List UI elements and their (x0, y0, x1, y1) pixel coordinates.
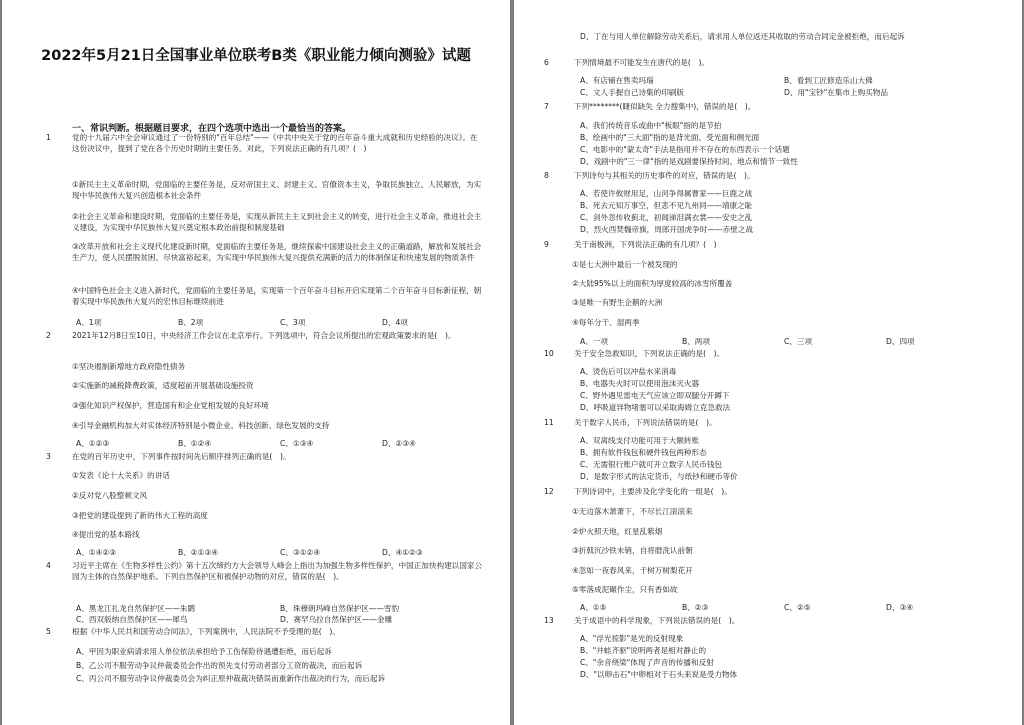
option-d[interactable]: D、丁在与用人单位解除劳动关系后，请求用人单位返还其收取的劳动合同定金被拒绝，而后起诉 (580, 32, 905, 41)
answer-options (76, 439, 496, 450)
option-a[interactable]: A、①⑤ (580, 603, 607, 612)
question-number: 12 (544, 487, 554, 496)
option-b[interactable]: B、②③ (682, 603, 709, 612)
question-text: 2021年12月8日至10日，中央经济工作会议在北京举行。下列选项中，符合会议所提出的宏观政策要求的是( )。 (72, 331, 456, 340)
statement-item: ②炉火照天地，红星乱紫烟 (572, 527, 663, 536)
answer-options (76, 604, 496, 615)
option-a[interactable]: A、黑龙江扎龙自然保护区——朱鹮 (76, 604, 196, 613)
option-b[interactable]: B、看到工匠修造乐山大佛 (784, 76, 873, 85)
option-d[interactable]: D、②③④ (382, 439, 416, 448)
question-number: 11 (544, 418, 554, 427)
statement-item: ③折戟沉沙铁未销，自将磨洗认前朝 (572, 546, 693, 555)
question-number: 6 (544, 58, 549, 67)
question-number: 5 (46, 627, 51, 636)
question-number: 13 (544, 616, 554, 625)
question-text: 下列诗句与其相关的历史事件的对应，错误的是( )。 (574, 171, 755, 180)
question-number: 1 (46, 133, 51, 142)
option-c[interactable]: C、西双版纳自然保护区——犀鸟 (76, 615, 188, 624)
statement-item: ③是唯一有野生企鹅的大洲 (572, 298, 663, 307)
question-text: 下列诗词中，主要涉及化学变化的一组是( )。 (574, 487, 732, 496)
answer-options (580, 603, 1000, 614)
option-a[interactable]: A、烫伤后可以冲盐水来消毒 (580, 367, 677, 376)
statement-item: ②反对党八股整顿文风 (72, 491, 148, 500)
question-text: 关于数字人民币，下列说法错误的是( )。 (574, 418, 717, 427)
option-a[interactable]: A、甲因为职业病请求用人单位依法承担给予工伤保险待遇遭拒绝，而后起诉 (76, 647, 332, 656)
option-d[interactable]: D、④①②③ (382, 548, 423, 557)
option-c[interactable]: C、电影中的"蒙太奇"手法是指用并不存在的东西表示一个话题 (580, 145, 790, 154)
question-text: 下列情境最不可能发生在唐代的是( )。 (574, 58, 710, 67)
option-c[interactable]: C、三项 (784, 337, 813, 346)
answer-options (76, 318, 496, 329)
option-b[interactable]: B、绘画中的"三大面"指的是背光面、受光面和侧光面 (580, 133, 760, 142)
question-number: 10 (544, 349, 554, 358)
statement-item: ②实施新的减税降费政策，适度超前开展基础设施投资 (72, 381, 254, 390)
question-text: 根据《中华人民共和国劳动合同法》，下列案例中，人民法院不予受理的是( )。 (72, 627, 340, 636)
question-number: 3 (46, 452, 51, 461)
option-a[interactable]: A、有店铺在售卖玛瑙 (580, 76, 654, 85)
statement-item: ⑤零落成泥碾作尘，只有香如故 (572, 585, 678, 594)
option-d[interactable]: D、戏剧中的"三一律"指的是戏剧要保持时间、地点和情节一致性 (580, 157, 798, 166)
option-c[interactable]: C、①③④ (280, 439, 314, 448)
question-number: 9 (544, 240, 549, 249)
option-d[interactable]: D、是数字形式的法定货币，与纸钞和硬币等价 (580, 472, 738, 481)
option-d[interactable]: D、烈火西焚魏帝旗，周郎开国虎争时——赤壁之战 (580, 225, 753, 234)
option-c[interactable]: C、3项 (280, 318, 306, 327)
question-text: 下列********(睫似缺失 全力搜集中)，错误的是( )。 (574, 102, 756, 111)
document-page-left (2, 0, 510, 725)
option-c[interactable]: C、无需银行账户就可开立数字人民币钱包 (580, 460, 722, 469)
statement-item: ②大陆95%以上的面积为厚度较高的冰雪所覆盖 (572, 279, 733, 288)
option-d[interactable]: D、4项 (382, 318, 408, 327)
option-c[interactable]: C、③①②④ (280, 548, 321, 557)
question-number: 8 (544, 171, 549, 180)
answer-options (580, 88, 1000, 99)
answer-options (580, 76, 1000, 87)
question-text: 习近平主席在《生物多样性公约》第十五次缔约方大会领导人峰会上指出为加强生物多样性保护，中国正加快构建以国家公园为主体的自然保护地系。下列自然保护区和被保护动物的对应，错误的是( )。 (72, 561, 483, 581)
answer-options (580, 337, 1000, 348)
option-c[interactable]: C、文人手握自己诗集的印刷版 (580, 88, 685, 97)
option-d[interactable]: D、呼吸道异物堵塞可以采取海姆立克急救法 (580, 403, 731, 412)
statement-item: ④中国特色社会主义进入新时代，党面临的主要任务是，实现第一个百年奋斗目标开启实现第二个百年奋斗目标新征程，朝着实现中华民族伟大复兴的宏伟目标继续前进 (72, 286, 482, 306)
statement-item: ④忽如一夜春风来，千树万树梨花开 (572, 566, 693, 575)
option-a[interactable]: A、①②③ (76, 439, 110, 448)
document-page-right (514, 0, 1022, 725)
statement-item: ④提出党的基本路线 (72, 530, 140, 539)
option-a[interactable]: A、"浮光掠影"是光的反射现象 (580, 634, 684, 643)
option-b[interactable]: B、两项 (682, 337, 710, 346)
question-text: 关于成语中的科学现象，下列说法错误的是( )。 (574, 616, 740, 625)
option-d[interactable]: D、赛罕乌拉自然保护区——金雕 (280, 615, 393, 624)
statement-item: ③强化知识产权保护，营造国有和企业党相发展的良好环境 (72, 401, 269, 410)
statement-item: ①是七大洲中最后一个被发现的 (572, 260, 678, 269)
question-text: 关于安全急救知识，下列说法正确的是( )。 (574, 349, 725, 358)
option-a[interactable]: A、一项 (580, 337, 608, 346)
option-b[interactable]: B、"井蛙齐驱"说明两者是相对静止的 (580, 646, 707, 655)
statement-item: ①无边落木萧萧下，不尽长江滚滚来 (572, 507, 693, 516)
option-a[interactable]: A、若使许攸财用足，山河争得属曹家——巨鹿之战 (580, 189, 753, 198)
option-a[interactable]: A、我们传统音乐或曲中"板眼"指的是节拍 (580, 121, 722, 130)
option-b[interactable]: B、拥有软件钱包和硬件钱包两种形态 (580, 448, 707, 457)
option-b[interactable]: B、死去元知万事空，但悲不见九州同——靖康之耻 (580, 201, 753, 210)
option-c[interactable]: C、"余音绕梁"体现了声音的传播和反射 (580, 658, 714, 667)
option-c[interactable]: C、丙公司不服劳动争议仲裁委员会为纠正原仲裁裁决错误而重新作出裁决的行为，而后起诉 (76, 674, 386, 683)
question-number: 4 (46, 561, 51, 570)
option-a[interactable]: A、1项 (76, 318, 102, 327)
page-title: 2022年5月21日全国事业单位联考B类《职业能力倾向测验》试题 (41, 48, 471, 64)
statement-item: ①坚决遏制新增地方政府隐性债务 (72, 362, 186, 371)
option-c[interactable]: C、剑外忽传收蓟北，初闻涕泪满衣裳——安史之乱 (580, 213, 753, 222)
option-a[interactable]: A、双离线支付功能可用于大额转账 (580, 436, 700, 445)
option-b[interactable]: B、①②④ (178, 439, 212, 448)
option-c[interactable]: C、②⑤ (784, 603, 811, 612)
option-a[interactable]: A、①④②③ (76, 548, 117, 557)
question-text: 党的十九届六中全会审议通过了一份特别的"百年总结"——《中共中央关于党的百年奋斗重大成就和历史经验的决议》。在这份决议中，提到了党在各个历史时期的主要任务。对此，下列说法正确的有几项？( ) (72, 133, 478, 153)
option-b[interactable]: B、②①③④ (178, 548, 219, 557)
option-b[interactable]: B、乙公司不服劳动争议仲裁委员会作出的预先支付劳动者部分工资的裁决，而后起诉 (76, 661, 363, 670)
question-text: 在党的百年历史中，下列事件按时间先后顺序排列正确的是( )。 (72, 452, 291, 461)
option-d[interactable]: D、用"宝钞"在集市上购买物品 (784, 88, 888, 97)
statement-item: ④每年分干、湿两季 (572, 318, 640, 327)
option-d[interactable]: D、③④ (886, 603, 914, 612)
answer-options (76, 548, 496, 559)
option-b[interactable]: B、珠穆朗玛峰自然保护区——雪豹 (280, 604, 400, 613)
statement-item: ①发表《论十大关系》的讲话 (72, 471, 170, 480)
answer-options (76, 615, 496, 626)
option-b[interactable]: B、2项 (178, 318, 204, 327)
statement-item: ①新民主主义革命时期，党面临的主要任务是，反对帝国主义、封建主义、官僚资本主义，争取民族独立、人民解放，为实现中华民族伟大复兴创造根本社会条件 (72, 180, 482, 200)
statement-item: ②社会主义革命和建设时期，党面临的主要任务是，实现从新民主主义到社会主义的转变，进行社会主义革命，推进社会主义建设，为实现中华民族伟大复兴奠定根本政治前提和制度基础 (72, 212, 482, 232)
option-c[interactable]: C、野外遇见雷电天气应该立即双腿分开蹲下 (580, 391, 730, 400)
statement-item: ③把党的建设提到了新的伟大工程的高度 (72, 511, 208, 520)
statement-item: ④引导金融机构加大对实体经济特别是小微企业、科技创新、绿色发展的支持 (72, 421, 330, 430)
statement-item: ③改革开放和社会主义现代化建设新时期，党面临的主要任务是，继续探索中国建设社会主义的正确道路，解放和发展社会生产力，使人民摆脱贫困、尽快富裕起来，为实现中华民族伟大复兴提供充满新的活力的体制保证和快速发展的物质条件 (72, 242, 482, 262)
section-heading: 一、常识判断。根据题目要求，在四个选项中选出一个最恰当的答案。 (72, 124, 352, 134)
question-number: 7 (544, 102, 549, 111)
option-d[interactable]: D、四项 (886, 337, 915, 346)
option-b[interactable]: B、电器失火时可以使用泡沫灭火器 (580, 379, 700, 388)
question-number: 2 (46, 331, 51, 340)
question-text: 关于南极洲，下列说法正确的有几项？( ) (574, 240, 717, 249)
option-d[interactable]: D、"以卵击石"中卵相对于石头来说是受力物体 (580, 670, 738, 679)
